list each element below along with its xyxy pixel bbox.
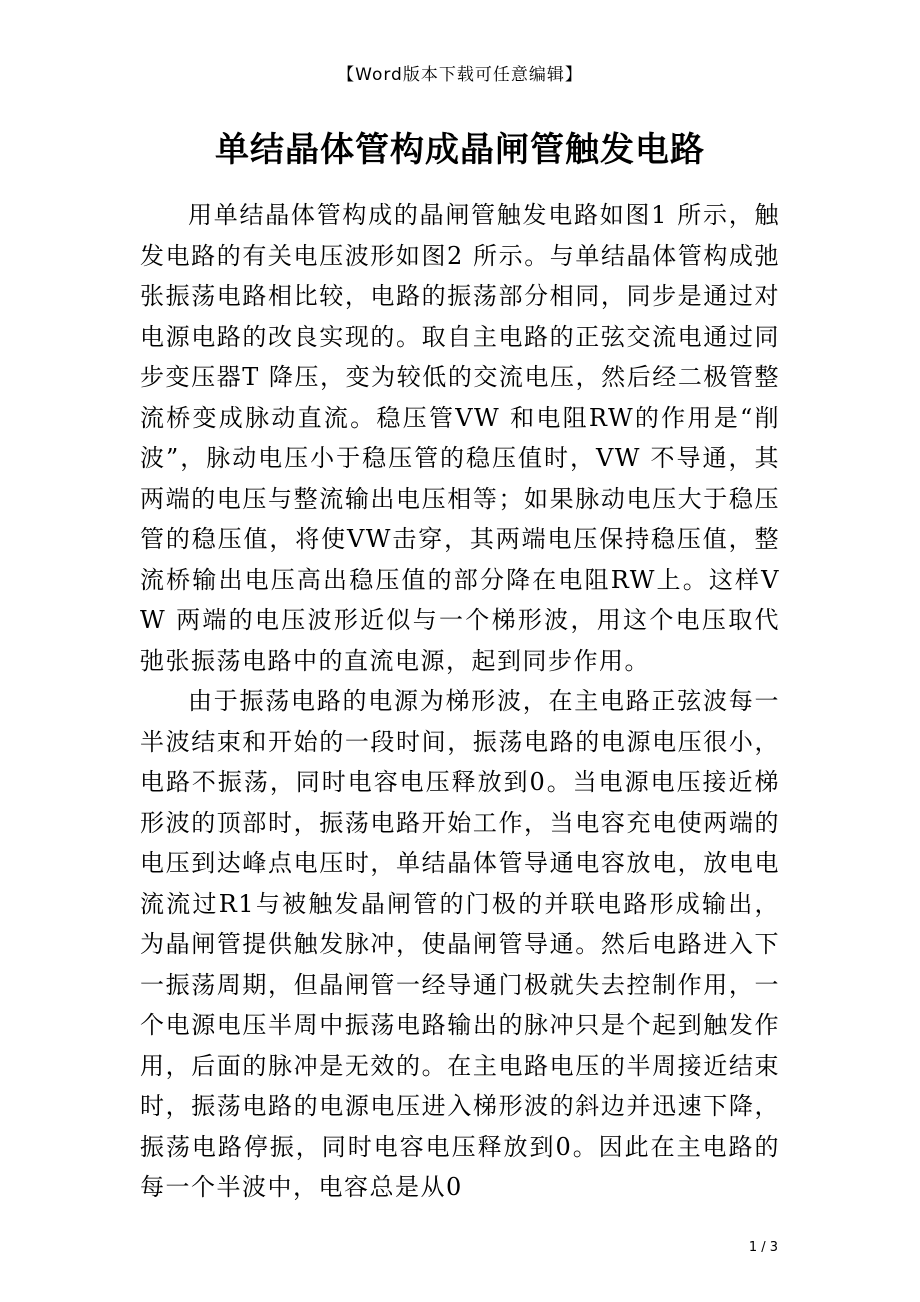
document-body <box>140 195 780 1208</box>
paragraph-1: 用单结晶体管构成的晶闸管触发电路如图1 所示，触发电路的有关电压波形如图2 所示。与单结晶体管构成弛张振荡电路相比较，电路的振荡部分相同，同步是通过对电源电路的改良实现的。取自主电路的正弦交流电通过同步变压器T 降压，变为较低的交流电压，然后经二极管整流桥变成脉动直流。稳压管VW 和电阻RW的作用是“削波”，脉动电压小于稳压管的稳压值时，VW 不导通，其两端的电压与整流输出电压相等；如果脉动电压大于稳压管的稳压值，将使VW击穿，其两端电压保持稳压值，整流桥输出电压高出稳压值的部分降在电阻RW上。这样VW 两端的电压波形近似与一个梯形波，用这个电压取代弛张振荡电路中的直流电源，起到同步作用。 <box>140 201 780 675</box>
document-title: 单结晶体管构成晶闸管触发电路 <box>215 130 705 170</box>
paragraph-2: 由于振荡电路的电源为梯形波，在主电路正弦波每一半波结束和开始的一段时间，振荡电路的电源电压很小，电路不振荡，同时电容电压释放到0。当电源电压接近梯形波的顶部时，振荡电路开始工作，当电容充电使两端的电压到达峰点电压时，单结晶体管导通电容放电，放电电流流过R1与被触发晶闸管的门极的并联电路形成输出，为晶闸管提供触发脉冲，使晶闸管导通。然后电路进入下一振荡周期，但晶闸管一经导通门极就失去控制作用，一个电源电压半周中振荡电路输出的脉冲只是个起到触发作用，后面的脉冲是无效的。在主电路电压的半周接近结束时，振荡电路的电源电压进入梯形波的斜边并迅速下降，振荡电路停振，同时电容电压释放到0。因此在主电路的每一个半波中，电容总是从0 <box>140 687 780 1201</box>
page-header: 【Word版本下载可任意编辑】 <box>337 65 583 85</box>
page-number: 1 / 3 <box>748 1240 778 1255</box>
